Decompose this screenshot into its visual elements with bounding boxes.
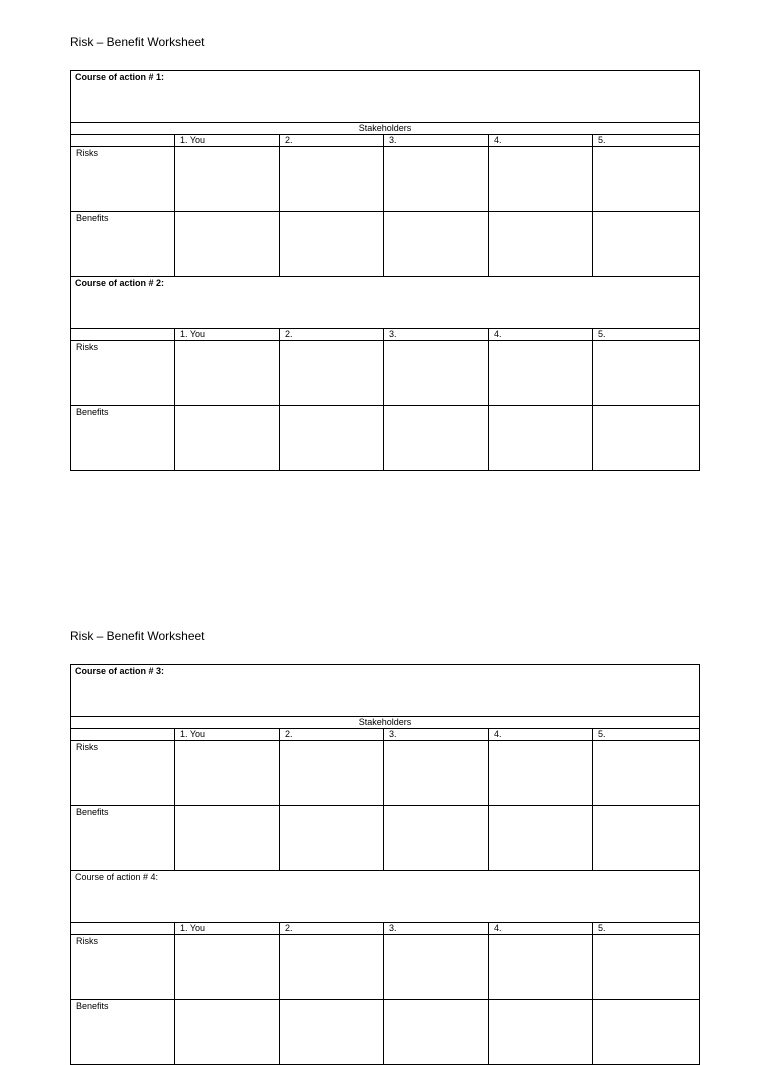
stakeholder-header-4: 4.: [489, 329, 593, 341]
risks-row-label: Risks: [71, 147, 175, 212]
stakeholder-header-5: 5.: [593, 329, 700, 341]
benefits-cell-1[interactable]: [175, 406, 280, 471]
risks-row-label: Risks: [71, 341, 175, 406]
benefits-cell-5[interactable]: [593, 406, 700, 471]
stakeholder-header-5: 5.: [593, 135, 700, 147]
stakeholder-header-4: 4.: [489, 135, 593, 147]
stakeholder-header-2: 2.: [280, 135, 384, 147]
worksheet-title-top: Risk – Benefit Worksheet: [70, 35, 205, 49]
risks-cell-3[interactable]: [384, 147, 489, 212]
course-of-action-2-field[interactable]: [71, 277, 700, 329]
risks-cell-1[interactable]: [175, 935, 280, 1000]
benefits-cell-5[interactable]: [593, 212, 700, 277]
stakeholder-header-1: 1. You: [175, 729, 280, 741]
stakeholder-header-2: 2.: [280, 329, 384, 341]
risks-cell-5[interactable]: [593, 741, 700, 806]
benefits-row-label: Benefits: [71, 406, 175, 471]
benefits-cell-3[interactable]: [384, 406, 489, 471]
stakeholder-header-3: 3.: [384, 329, 489, 341]
course-of-action-1-field[interactable]: [71, 71, 700, 123]
benefits-cell-3[interactable]: [384, 806, 489, 871]
risks-row-label: Risks: [71, 935, 175, 1000]
benefits-cell-5[interactable]: [593, 1000, 700, 1065]
risks-cell-4[interactable]: [489, 935, 593, 1000]
risks-cell-1[interactable]: [175, 741, 280, 806]
stakeholder-header-3: 3.: [384, 729, 489, 741]
course-of-action-3-label: Course of action # 3:: [75, 666, 165, 676]
stakeholder-header-1: 1. You: [175, 923, 280, 935]
course-of-action-4-label: Course of action # 4:: [75, 872, 159, 882]
risks-cell-4[interactable]: [489, 341, 593, 406]
worksheet-table-bottom: [70, 664, 700, 1065]
stakeholder-header-4: 4.: [489, 729, 593, 741]
risks-cell-2[interactable]: [280, 741, 384, 806]
benefits-cell-1[interactable]: [175, 212, 280, 277]
stakeholder-header-1: 1. You: [175, 329, 280, 341]
header-empty-cell: [71, 329, 175, 341]
risks-cell-2[interactable]: [280, 935, 384, 1000]
benefits-cell-4[interactable]: [489, 212, 593, 277]
course-of-action-3-field[interactable]: [71, 665, 700, 717]
benefits-cell-2[interactable]: [280, 406, 384, 471]
risks-cell-4[interactable]: [489, 147, 593, 212]
risks-cell-2[interactable]: [280, 147, 384, 212]
benefits-cell-3[interactable]: [384, 212, 489, 277]
course-of-action-4-field[interactable]: [71, 871, 700, 923]
stakeholder-header-3: 3.: [384, 135, 489, 147]
stakeholder-header-4: 4.: [489, 923, 593, 935]
stakeholder-header-5: 5.: [593, 923, 700, 935]
benefits-cell-4[interactable]: [489, 1000, 593, 1065]
risks-cell-3[interactable]: [384, 341, 489, 406]
risks-cell-5[interactable]: [593, 147, 700, 212]
risks-row-label: Risks: [71, 741, 175, 806]
stakeholder-header-2: 2.: [280, 729, 384, 741]
benefits-cell-1[interactable]: [175, 806, 280, 871]
risks-cell-3[interactable]: [384, 741, 489, 806]
benefits-cell-4[interactable]: [489, 406, 593, 471]
header-empty-cell: [71, 135, 175, 147]
risks-cell-1[interactable]: [175, 341, 280, 406]
benefits-cell-3[interactable]: [384, 1000, 489, 1065]
risks-cell-3[interactable]: [384, 935, 489, 1000]
benefits-row-label: Benefits: [71, 806, 175, 871]
benefits-cell-5[interactable]: [593, 806, 700, 871]
risks-cell-4[interactable]: [489, 741, 593, 806]
worksheet-title-bottom: Risk – Benefit Worksheet: [70, 629, 205, 643]
benefits-row-label: Benefits: [71, 212, 175, 277]
stakeholder-header-2: 2.: [280, 923, 384, 935]
risks-cell-2[interactable]: [280, 341, 384, 406]
benefits-cell-2[interactable]: [280, 806, 384, 871]
risks-cell-1[interactable]: [175, 147, 280, 212]
stakeholder-header-3: 3.: [384, 923, 489, 935]
benefits-cell-1[interactable]: [175, 1000, 280, 1065]
stakeholders-header: Stakeholders: [71, 717, 700, 729]
stakeholders-header: Stakeholders: [71, 123, 700, 135]
worksheet-table-top: [70, 70, 700, 471]
benefits-cell-2[interactable]: [280, 1000, 384, 1065]
risks-cell-5[interactable]: [593, 341, 700, 406]
benefits-cell-4[interactable]: [489, 806, 593, 871]
risks-cell-5[interactable]: [593, 935, 700, 1000]
header-empty-cell: [71, 729, 175, 741]
course-of-action-1-label: Course of action # 1:: [75, 72, 165, 82]
stakeholder-header-5: 5.: [593, 729, 700, 741]
stakeholder-header-1: 1. You: [175, 135, 280, 147]
course-of-action-2-label: Course of action # 2:: [75, 278, 165, 288]
benefits-row-label: Benefits: [71, 1000, 175, 1065]
header-empty-cell: [71, 923, 175, 935]
benefits-cell-2[interactable]: [280, 212, 384, 277]
